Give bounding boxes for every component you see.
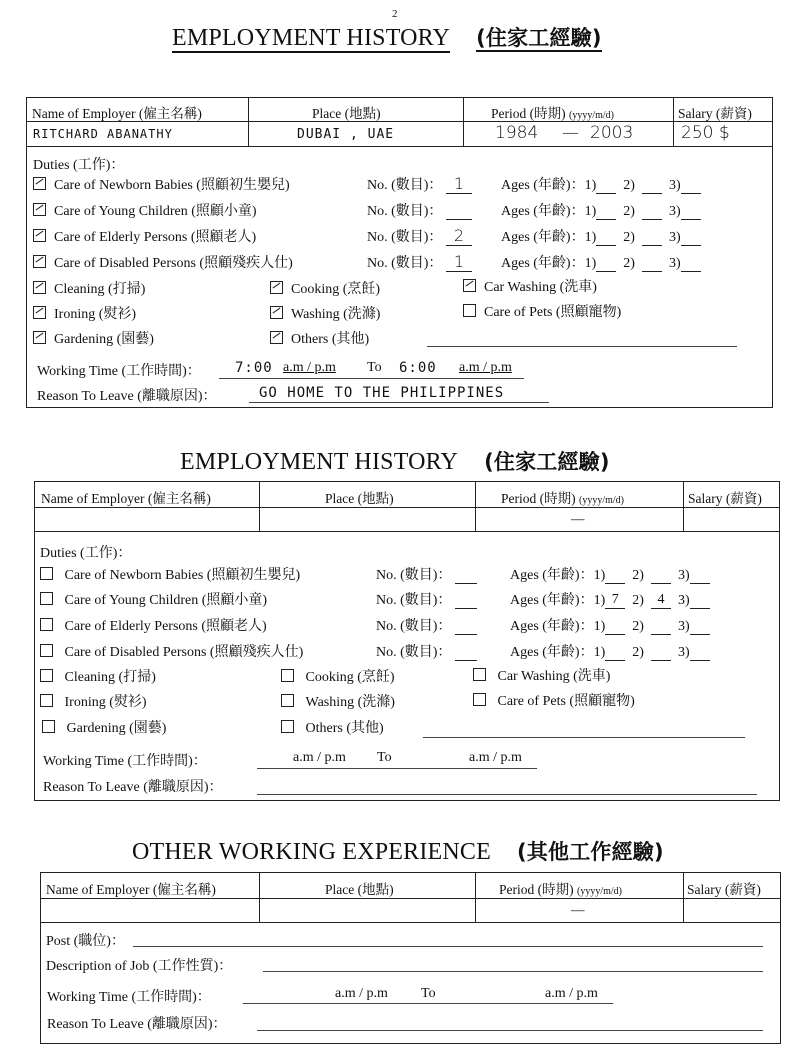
duty-young[interactable]: Care of Young Children (照顧小童) [40,589,267,609]
checkbox-icon[interactable] [281,669,294,682]
newborn-count: No. (數目)： 1 [367,174,472,194]
section1-form [26,97,773,408]
newborn-ages: Ages (年齡)：1) 2) 3) [501,174,701,194]
working-time-ampm-to: a.m / p.m [545,986,598,1001]
employer-header: Name of Employer (僱主名稱) [46,882,216,897]
description-label: Description of Job (工作性質)： [46,959,233,974]
working-time-to-label: To [367,360,382,375]
working-time: Working Time (工作時間)： [43,754,207,769]
duty-newborn[interactable]: Care of Newborn Babies (照顧初生嬰兒) [40,564,300,584]
newborn-ages: Ages (年齡)：1) 2) 3) [510,564,710,584]
period-dash: — [562,123,579,143]
checkbox-icon[interactable] [33,229,46,242]
checkbox-icon[interactable] [463,279,476,292]
young-count: No. (數目)： [376,589,477,609]
checkbox-icon[interactable] [40,694,53,707]
newborn-count: No. (數目)： [376,564,477,584]
period-from-value[interactable]: 1984 [495,123,539,143]
working-time: Working Time (工作時間)： [47,990,211,1005]
working-time-from[interactable]: 7:00 [235,360,273,376]
disabled-ages: Ages (年齡)：1) 2) 3) [501,252,701,272]
elderly-ages: Ages (年齡)：1) 2) 3) [510,615,710,635]
disabled-ages: Ages (年齡)：1) 2) 3) [510,641,710,661]
duty-gardening[interactable]: Gardening (園藝) [33,328,154,348]
salary-header: Salary (薪資) [688,491,762,506]
duty-cleaning[interactable]: Cleaning (打掃) [33,278,145,298]
period-header: Period (時期) (yyyy/m/d) [491,106,614,121]
duty-others[interactable]: Others (其他) [270,328,369,348]
checkbox-icon[interactable] [281,694,294,707]
checkbox-icon[interactable] [40,592,53,605]
checkbox-icon[interactable] [33,306,46,319]
duty-cooking[interactable]: Cooking (烹飪) [281,666,395,686]
duty-young[interactable]: Care of Young Children (照顧小童) [33,200,257,220]
post-label: Post (職位)： [46,934,125,949]
duty-washing[interactable]: Washing (洗滌) [281,691,395,711]
duty-pets[interactable]: Care of Pets (照顧寵物) [473,690,635,710]
duty-elderly[interactable]: Care of Elderly Persons (照顧老人) [40,615,267,635]
employer-value[interactable]: RITCHARD ABANATHY [33,127,173,141]
elderly-count-value[interactable]: 2 [446,226,472,246]
working-time: Working Time (工作時間)： [37,364,201,379]
section1-title-en: EMPLOYMENT HISTORY [172,25,451,51]
checkbox-icon[interactable] [40,669,53,682]
salary-header: Salary (薪資) [687,882,761,897]
page-number: 2 [392,8,398,20]
young-count: No. (數目)： [367,200,472,220]
checkbox-icon[interactable] [473,693,486,706]
disabled-count: No. (數目)： 1 [367,252,472,272]
section3-title [132,836,664,866]
young-ages: Ages (年齡)：1) 7 2) 4 3) [510,589,710,609]
place-header: Place (地點) [325,882,394,897]
checkbox-icon[interactable] [33,177,46,190]
duties-label: Duties (工作)： [40,546,132,561]
disabled-count: No. (數目)： [376,641,477,661]
period-dash: — [571,511,585,526]
period-to-value[interactable]: 2003 [590,123,634,143]
duty-disabled[interactable]: Care of Disabled Persons (照顧殘疾人仕) [40,641,303,661]
young-age2-value[interactable]: 4 [651,592,671,609]
working-time-ampm-to: a.m / p.m [459,360,512,375]
working-time-to[interactable]: 6:00 [399,360,437,376]
section3-title-zh: (其他工作經驗) [517,840,664,864]
working-time-to-label: To [377,750,392,765]
working-time-to-label: To [421,986,436,1001]
checkbox-icon[interactable] [40,618,53,631]
period-header: Period (時期) (yyyy/m/d) [499,882,622,897]
section3-title-en: OTHER WORKING EXPERIENCE [132,839,491,865]
elderly-ages: Ages (年齡)：1) 2) 3) [501,226,701,246]
duty-ironing[interactable]: Ironing (熨衫) [40,691,147,711]
checkbox-icon[interactable] [473,668,486,681]
checkbox-icon[interactable] [40,644,53,657]
elderly-count: No. (數目)： 2 [367,226,472,246]
duty-pets[interactable]: Care of Pets (照顧寵物) [463,301,621,321]
section1-title-zh: (住家工經驗) [476,26,602,50]
checkbox-icon[interactable] [270,331,283,344]
checkbox-icon[interactable] [33,331,46,344]
duty-cooking[interactable]: Cooking (烹飪) [270,278,380,298]
duty-cleaning[interactable]: Cleaning (打掃) [40,666,156,686]
section2-title [180,446,610,476]
section3-form [40,872,781,1044]
duty-elderly[interactable]: Care of Elderly Persons (照顧老人) [33,226,256,246]
place-value[interactable]: DUBAI , UAE [297,127,395,142]
section2-title-zh: (住家工經驗) [484,450,610,474]
working-time-ampm-from: a.m / p.m [283,360,336,375]
reason-label: Reason To Leave (離職原因)： [37,389,217,404]
working-time-ampm-to: a.m / p.m [469,750,522,765]
checkbox-icon[interactable] [42,720,55,733]
section1-title [172,22,602,52]
place-header: Place (地點) [312,106,381,121]
checkbox-icon[interactable] [270,281,283,294]
duty-newborn[interactable]: Care of Newborn Babies (照顧初生嬰兒) [33,174,290,194]
checkbox-icon[interactable] [40,567,53,580]
duty-washing[interactable]: Washing (洗滌) [270,303,380,323]
period-dash: — [571,902,585,917]
checkbox-icon[interactable] [33,281,46,294]
young-age1-value[interactable]: 7 [605,592,625,609]
duty-disabled[interactable]: Care of Disabled Persons (照顧殘疾人仕) [33,252,293,272]
duty-car-washing[interactable]: Car Washing (洗車) [473,665,610,685]
duty-gardening[interactable]: Gardening (園藝) [42,717,166,737]
reason-label: Reason To Leave (離職原因)： [43,780,223,795]
checkbox-icon[interactable] [270,306,283,319]
section2-title-en: EMPLOYMENT HISTORY [180,449,459,475]
checkbox-icon[interactable] [463,304,476,317]
checkbox-icon[interactable] [33,203,46,216]
working-time-ampm-from: a.m / p.m [293,750,346,765]
place-header: Place (地點) [325,491,394,506]
duty-others[interactable]: Others (其他) [281,717,384,737]
checkbox-icon[interactable] [33,255,46,268]
duties-label: Duties (工作)： [33,158,125,173]
reason-value[interactable]: GO HOME TO THE PHILIPPINES [259,385,505,401]
employer-header: Name of Employer (僱主名稱) [32,106,202,121]
young-ages: Ages (年齡)：1) 2) 3) [501,200,701,220]
working-time-ampm-from: a.m / p.m [335,986,388,1001]
disabled-count-value[interactable]: 1 [446,252,472,272]
duty-ironing[interactable]: Ironing (熨衫) [33,303,136,323]
period-header: Period (時期) (yyyy/m/d) [501,491,624,506]
checkbox-icon[interactable] [281,720,294,733]
salary-value[interactable]: 250 $ [681,123,730,143]
section2-form [34,481,780,801]
duty-car-washing[interactable]: Car Washing (洗車) [463,276,597,296]
salary-header: Salary (薪資) [678,106,752,121]
employer-header: Name of Employer (僱主名稱) [41,491,211,506]
reason-label: Reason To Leave (離職原因)： [47,1017,227,1032]
elderly-count: No. (數目)： [376,615,477,635]
newborn-count-value[interactable]: 1 [446,174,472,194]
